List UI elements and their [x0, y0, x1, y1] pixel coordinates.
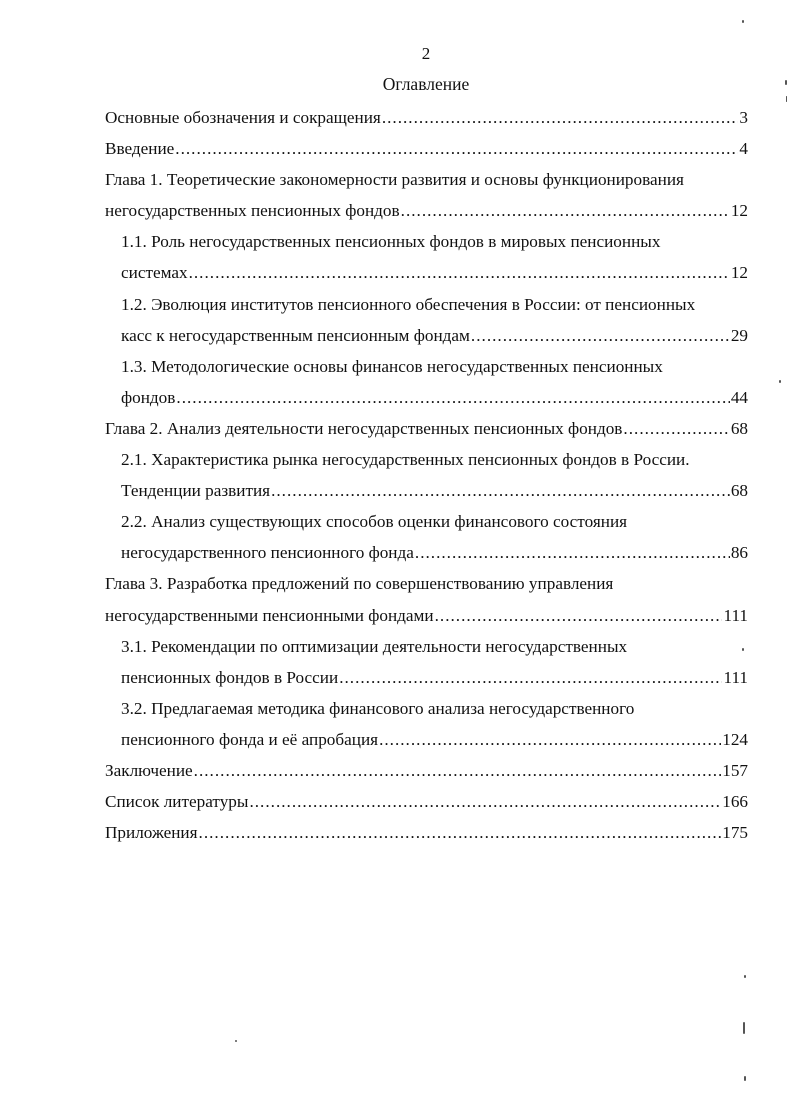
page-number: 2: [421, 44, 431, 63]
dot-leader: [189, 257, 730, 288]
dot-leader: [199, 817, 722, 848]
toc-entry[interactable]: [105, 289, 748, 351]
toc-entry-leader-line: [121, 320, 748, 351]
toc-entry-leader-line: [121, 382, 748, 413]
scan-speck: [744, 1076, 746, 1081]
dot-leader: [271, 475, 730, 506]
scan-speck: [744, 975, 746, 978]
toc-entry-title: Глава 2. Анализ деятельности негосударственных пенсионных фондов: [105, 418, 623, 438]
toc-entry-page-number: 3: [739, 108, 748, 127]
toc-entry-title: фондов: [121, 387, 176, 407]
toc-entry-leader-line: [105, 600, 748, 631]
dot-leader: [471, 320, 730, 351]
toc-entry-page-number: 157: [722, 760, 748, 780]
toc-entry[interactable]: [105, 817, 748, 848]
toc-entry-leader-line: [105, 133, 748, 164]
toc-entry-text-line: 2.2. Анализ существующих способов оценки финансового состояния: [121, 512, 628, 532]
toc-entry-leader-line: [105, 786, 748, 817]
toc-entry-page-number: 12: [730, 263, 748, 283]
toc-entry-page-number: 86: [730, 543, 748, 563]
toc-entry-title: Основные обозначения и сокращения: [105, 108, 381, 127]
toc-entry-page-number: 4: [739, 139, 748, 159]
toc-entry-page-number: 111: [723, 667, 748, 687]
toc-entry-text-line: 2.1. Характеристика рынка негосударственных пенсионных фондов в России.: [121, 450, 690, 470]
toc-entry-text-line: 3.1. Рекомендации по оптимизации деятельности негосударственных: [121, 636, 628, 656]
toc-entry-text-line: 3.2. Предлагаемая методика финансового анализа негосударственного: [121, 698, 635, 718]
toc-entry-title: пенсионных фондов в России: [121, 667, 339, 687]
table-of-contents: [105, 102, 748, 848]
dot-leader: [623, 413, 729, 444]
toc-entry-page-number: 175: [722, 823, 748, 843]
toc-entry-text-line: Глава 3. Разработка предложений по совершенствованию управления: [105, 574, 614, 594]
toc-entry-title: Приложения: [105, 823, 198, 843]
toc-entry[interactable]: [105, 102, 748, 133]
toc-entry-leader-line: [105, 755, 748, 786]
scan-speck: [742, 20, 744, 23]
toc-entry-page-number: 68: [730, 418, 748, 438]
toc-entry-leader-line: [121, 257, 748, 288]
toc-entry-page-number: 29: [730, 325, 748, 345]
scan-speck: [742, 648, 744, 651]
toc-entry[interactable]: [105, 226, 748, 288]
toc-entry-leader-line: [105, 195, 748, 226]
toc-entry[interactable]: [105, 755, 748, 786]
toc-entry-title: касс к негосударственным пенсионным фондам: [121, 325, 470, 345]
scan-speck: [235, 1040, 237, 1042]
toc-entry-text-line: Глава 1. Теоретические закономерности развития и основы функционирования: [105, 170, 684, 190]
toc-entry-page-number: 68: [730, 481, 748, 501]
toc-entry[interactable]: [105, 568, 748, 630]
toc-entry-page-number: 12: [730, 201, 748, 221]
toc-entry-title: Тенденции развития: [121, 481, 271, 501]
toc-entry-title: системах: [121, 263, 188, 283]
toc-entry[interactable]: [105, 413, 748, 444]
dot-leader: [249, 786, 721, 817]
toc-entry[interactable]: [105, 693, 748, 755]
toc-entry[interactable]: [105, 164, 748, 226]
toc-entry-text-line: 1.2. Эволюция институтов пенсионного обеспечения в России: от пенсионных: [121, 294, 696, 314]
toc-entry-page-number: 166: [722, 792, 748, 812]
toc-entry[interactable]: [105, 351, 748, 413]
toc-entry[interactable]: [105, 506, 748, 568]
toc-entry-text-line: 1.1. Роль негосударственных пенсионных фондов в мировых пенсионных: [121, 232, 661, 252]
toc-entry-title: Введение: [105, 139, 175, 159]
dot-leader: [435, 600, 723, 631]
dot-leader: [339, 662, 722, 693]
dot-leader: [176, 382, 729, 413]
scan-speck: [786, 96, 787, 102]
toc-entry-title: негосударственными пенсионными фондами: [105, 605, 434, 625]
toc-entry-page-number: 111: [723, 605, 748, 625]
toc-title: Оглавление: [382, 74, 470, 94]
scan-speck: [785, 80, 787, 85]
toc-entry-leader-line: [105, 102, 748, 133]
scan-speck: [779, 380, 781, 383]
toc-entry[interactable]: [105, 786, 748, 817]
toc-entry-leader-line: [121, 537, 748, 568]
toc-entry-title: Заключение: [105, 760, 193, 780]
toc-entry-leader-line: [121, 475, 748, 506]
toc-entry-title: пенсионного фонда и её апробация: [121, 729, 379, 749]
toc-entry-page-number: 44: [730, 387, 748, 407]
dot-leader: [415, 537, 730, 568]
toc-entry[interactable]: [105, 133, 748, 164]
toc-entry-leader-line: [105, 817, 748, 848]
dot-leader: [401, 195, 730, 226]
dot-leader: [175, 133, 738, 164]
toc-entry-title: негосударственных пенсионных фондов: [105, 201, 400, 221]
toc-entry-leader-line: [105, 413, 748, 444]
toc-entry-leader-line: [121, 662, 748, 693]
toc-entry[interactable]: [105, 631, 748, 693]
toc-entry-text-line: 1.3. Методологические основы финансов негосударственных пенсионных: [121, 356, 663, 376]
dot-leader: [382, 102, 739, 133]
toc-entry[interactable]: [105, 444, 748, 506]
scan-speck: [743, 1022, 745, 1034]
toc-entry-title: негосударственного пенсионного фонда: [121, 543, 414, 563]
toc-entry-title: Список литературы: [105, 792, 249, 812]
dot-leader: [194, 755, 722, 786]
toc-entry-page-number: 124: [722, 729, 748, 749]
dot-leader: [379, 724, 721, 755]
toc-entry-leader-line: [121, 724, 748, 755]
